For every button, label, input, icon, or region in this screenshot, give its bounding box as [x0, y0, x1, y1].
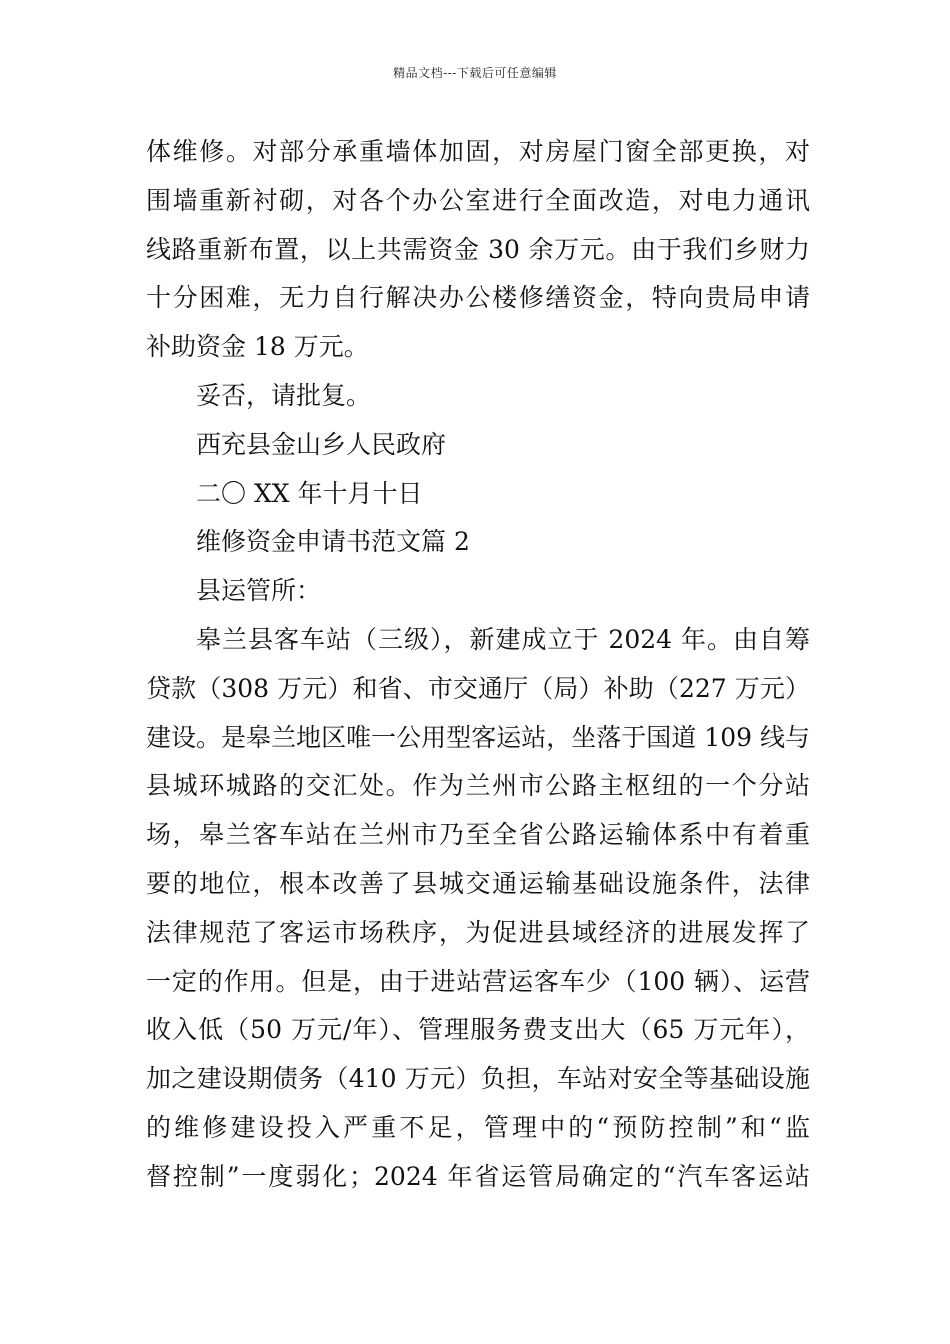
salutation: 县运管所： [196, 576, 322, 606]
text-line: 加之建设期债务（410 万元）负担，车站对安全等基础设施 [146, 1064, 810, 1094]
text-line: 收入低（50 万元/年）、管理服务费支出大（65 万元年）， [146, 1015, 810, 1045]
text-line: 线路重新布置，以上共需资金 30 余万元。由于我们乡财力 [146, 234, 810, 264]
text-line: 十分困难，无力自行解决办公楼修缮资金，特向贵局申请 [146, 283, 810, 313]
text-line: 围墙重新衬砌，对各个办公室进行全面改造，对电力通讯 [146, 185, 810, 215]
text-line: 场，皋兰客车站在兰州市乃至全省公路运输体系中有着重 [146, 820, 810, 850]
text-line: 建设。是皋兰地区唯一公用型客运站，坐落于国道 109 线与 [146, 722, 810, 752]
text-line: 县城环城路的交汇处。作为兰州市公路主枢纽的一个分站 [146, 771, 810, 801]
page-header: 精品文档---下载后可任意编辑 [393, 66, 557, 80]
text-line: 法律规范了客运市场秩序，为促进县域经济的进展发挥了 [146, 917, 810, 947]
text-line: 督控制”一度弱化；2024 年省运管局确定的“汽车客运站 [146, 1161, 810, 1191]
document-body [146, 128, 810, 1202]
signature-date: 二〇 XX 年十月十日 [196, 478, 423, 508]
text-line: 贷款（308 万元）和省、市交通厅（局）补助（227 万元） [146, 673, 810, 703]
text-line: 的维修建设投入严重不足，管理中的“预防控制”和“监 [146, 1112, 810, 1142]
text-line: 体维修。对部分承重墙体加固，对房屋门窗全部更换，对 [146, 137, 810, 166]
signature-org: 西充县金山乡人民政府 [196, 429, 447, 459]
text-line: 补助资金 18 万元。 [146, 332, 369, 362]
section-heading: 维修资金申请书范文篇 2 [196, 527, 470, 557]
text-line: 一定的作用。但是，由于进站营运客车少（100 辆）、运营 [146, 966, 810, 996]
text-line: 妥否，请批复。 [196, 380, 372, 410]
text-line: 要的地位，根本改善了县城交通运输基础设施条件，法律 [146, 868, 810, 898]
text-line: 皋兰县客车站（三级），新建成立于 2024 年。由自筹 [196, 624, 810, 654]
